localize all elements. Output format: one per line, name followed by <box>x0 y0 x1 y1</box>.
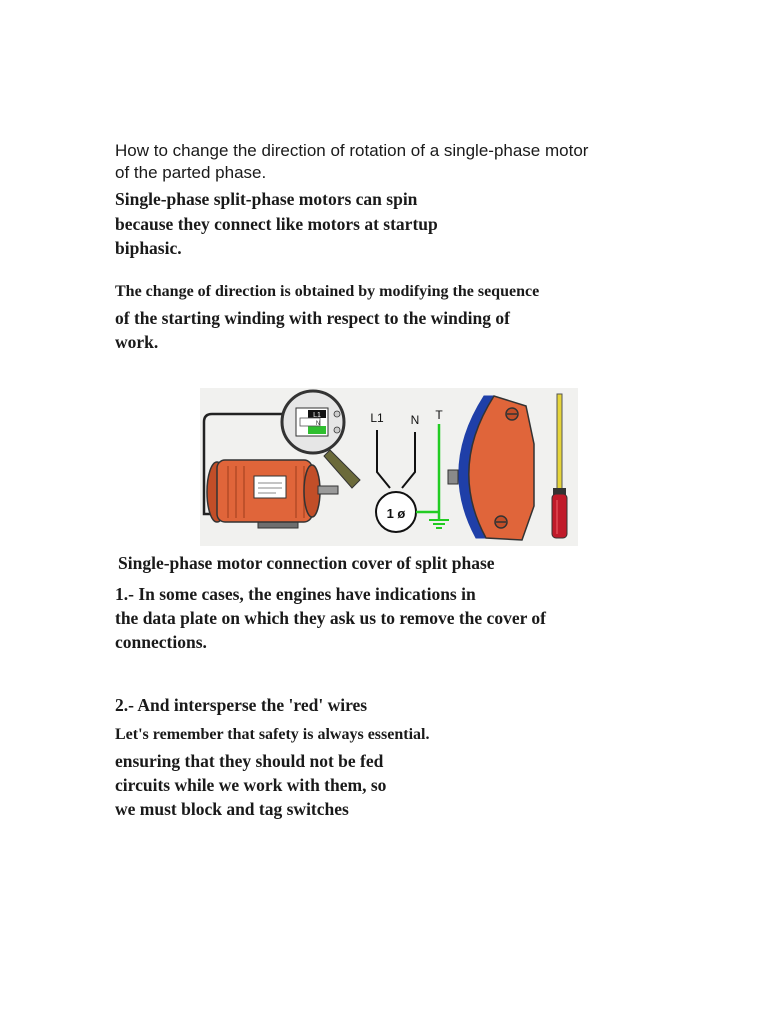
lens-label-n: N <box>315 421 321 427</box>
motor-connection-figure <box>200 388 578 546</box>
safety-line-4: we must block and tag switches <box>115 799 349 819</box>
safety-line-1: Let's remember that safety is always essential. <box>115 726 430 743</box>
intro-line-2: because they connect like motors at startup <box>115 214 438 234</box>
heading-line-1: How to change the direction of rotation of a single-phase motor <box>115 141 589 160</box>
step1-line-1: 1.- In some cases, the engines have indications in <box>115 584 476 604</box>
step1-line-2: the data plate on which they ask us to remove the cover of <box>115 608 546 628</box>
terminal-label-n: N <box>410 413 420 427</box>
change-line-3: work. <box>115 332 159 352</box>
heading-line-2: of the parted phase. <box>115 163 267 182</box>
intro-line-3: biphasic. <box>115 238 182 258</box>
safety-line-3: circuits while we work with them, so <box>115 775 387 795</box>
step2-line-1: 2.- And intersperse the 'red' wires <box>115 695 368 715</box>
magnifier-lens <box>282 391 344 453</box>
step1-line-3: connections. <box>115 632 207 652</box>
terminal-label-l1: L1 <box>370 411 384 425</box>
figure-caption: Single-phase motor connection cover of split phase <box>118 553 495 573</box>
change-line-2: of the starting winding with respect to the winding of <box>115 308 510 328</box>
terminal-label-t: T <box>435 408 443 422</box>
motor-symbol-label: 1 ø <box>386 506 406 521</box>
lens-label-l1: L1 <box>313 412 321 419</box>
change-line-1: The change of direction is obtained by modifying the sequence <box>115 283 540 300</box>
safety-line-2: ensuring that they should not be fed <box>115 751 384 771</box>
intro-line-1: Single-phase split-phase motors can spin <box>115 189 418 209</box>
